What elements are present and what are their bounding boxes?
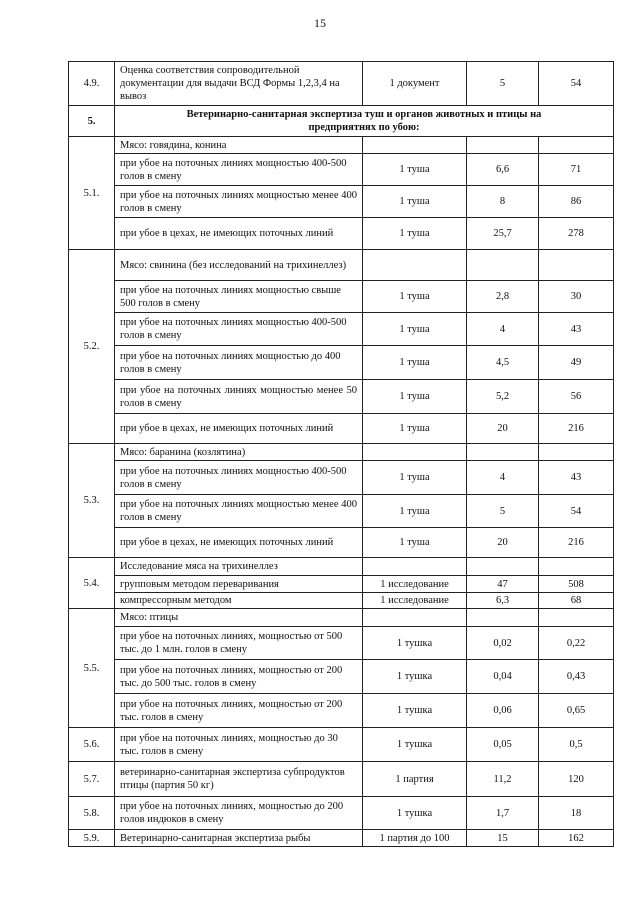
item-norm: 15 <box>467 830 539 847</box>
table-row <box>69 728 614 762</box>
item-price <box>539 250 614 281</box>
table-row <box>69 154 614 186</box>
item-price: 0,43 <box>539 660 614 694</box>
item-name: при убое на поточных линиях, мощностью до 30 тыс. голов в смену <box>115 728 363 762</box>
item-unit: 1 туша <box>363 528 467 558</box>
item-norm: 8 <box>467 186 539 218</box>
item-name: Мясо: свинина (без исследований на трихинеллез) <box>115 250 363 281</box>
group-code: 5.1. <box>69 137 115 250</box>
item-unit: 1 туша <box>363 414 467 444</box>
section-title: Ветеринарно-санитарная экспертиза туш и органов животных и птицы на предприятнях по убою: <box>115 106 614 137</box>
table-row <box>69 576 614 593</box>
table-row <box>69 218 614 250</box>
item-unit: 1 документ <box>363 62 467 106</box>
item-price: 68 <box>539 593 614 609</box>
item-name: при убое на поточных линиях, мощностью от 500 тыс. до 1 млн. голов в смену <box>115 627 363 660</box>
item-unit <box>363 137 467 154</box>
item-code: 5.8. <box>69 797 115 830</box>
item-norm: 47 <box>467 576 539 593</box>
item-unit: 1 туша <box>363 154 467 186</box>
item-norm: 0,05 <box>467 728 539 762</box>
item-price: 30 <box>539 281 614 313</box>
item-norm <box>467 137 539 154</box>
item-unit: 1 партия до 100 <box>363 830 467 847</box>
item-unit: 1 тушка <box>363 797 467 830</box>
item-unit <box>363 558 467 576</box>
table-row <box>69 250 614 281</box>
item-name: при убое на поточных линиях, мощностью от 200 тыс. до 500 тыс. голов в смену <box>115 660 363 694</box>
item-price: 18 <box>539 797 614 830</box>
page-number: 15 <box>314 16 326 30</box>
item-norm: 11,2 <box>467 762 539 797</box>
section-code: 5. <box>69 106 115 137</box>
item-name: при убое на поточных линиях мощностью 400-500 голов в смену <box>115 154 363 186</box>
item-name: Оценка соответствия сопроводительной документации для выдачи ВСД Формы 1,2,3,4 на вывоз <box>115 62 363 106</box>
item-norm: 4 <box>467 461 539 495</box>
item-price: 71 <box>539 154 614 186</box>
table-row <box>69 609 614 627</box>
item-price: 54 <box>539 62 614 106</box>
item-norm: 5 <box>467 62 539 106</box>
item-price: 0,22 <box>539 627 614 660</box>
table-row <box>69 593 614 609</box>
item-unit: 1 туша <box>363 495 467 528</box>
item-unit: 1 партия <box>363 762 467 797</box>
item-price: 162 <box>539 830 614 847</box>
item-unit: 1 туша <box>363 380 467 414</box>
item-name: компрессорным методом <box>115 593 363 609</box>
item-name: при убое на поточных линиях мощностью менее 50 голов в смену <box>115 380 363 414</box>
item-code: 5.7. <box>69 762 115 797</box>
group-code: 5.5. <box>69 609 115 728</box>
table-row <box>69 62 614 106</box>
item-unit: 1 тушка <box>363 627 467 660</box>
item-price: 0,65 <box>539 694 614 728</box>
item-name: Мясо: баранина (козлятина) <box>115 444 363 461</box>
table-row <box>69 694 614 728</box>
item-name: групповым методом переваривания <box>115 576 363 593</box>
item-name: Мясо: говядина, конина <box>115 137 363 154</box>
item-price: 216 <box>539 528 614 558</box>
item-unit <box>363 444 467 461</box>
item-price: 508 <box>539 576 614 593</box>
item-name: при убое на поточных линиях мощностью свыше 500 голов в смену <box>115 281 363 313</box>
table-row <box>69 137 614 154</box>
item-norm: 6,6 <box>467 154 539 186</box>
item-unit: 1 тушка <box>363 728 467 762</box>
item-norm: 5 <box>467 495 539 528</box>
item-price <box>539 558 614 576</box>
item-code: 5.9. <box>69 830 115 847</box>
item-price: 49 <box>539 346 614 380</box>
item-price: 120 <box>539 762 614 797</box>
item-unit: 1 туша <box>363 218 467 250</box>
item-name: при убое на поточных линиях мощностью менее 400 голов в смену <box>115 186 363 218</box>
item-norm: 1,7 <box>467 797 539 830</box>
table-row <box>69 444 614 461</box>
item-name: при убое на поточных линиях, мощностью от 200 тыс. голов в смену <box>115 694 363 728</box>
table-row <box>69 830 614 847</box>
item-unit: 1 исследование <box>363 593 467 609</box>
item-name: Мясо: птицы <box>115 609 363 627</box>
item-name: при убое на поточных линиях мощностью 400-500 голов в смену <box>115 313 363 346</box>
item-name: ветеринарно-санитарная экспертиза субпродуктов птицы (партия 50 кг) <box>115 762 363 797</box>
table-row <box>69 313 614 346</box>
price-table <box>68 61 614 847</box>
item-price: 56 <box>539 380 614 414</box>
group-code: 5.2. <box>69 250 115 444</box>
item-unit <box>363 250 467 281</box>
item-norm: 0,04 <box>467 660 539 694</box>
section-row <box>69 106 614 137</box>
item-price: 216 <box>539 414 614 444</box>
item-name: при убое в цехах, не имеющих поточных линий <box>115 218 363 250</box>
item-price <box>539 137 614 154</box>
item-unit: 1 туша <box>363 313 467 346</box>
item-norm <box>467 609 539 627</box>
item-price: 54 <box>539 495 614 528</box>
item-norm <box>467 558 539 576</box>
table-row <box>69 186 614 218</box>
item-norm: 2,8 <box>467 281 539 313</box>
item-unit: 1 туша <box>363 281 467 313</box>
table-row <box>69 660 614 694</box>
table-row <box>69 414 614 444</box>
item-name: при убое в цехах, не имеющих поточных линий <box>115 414 363 444</box>
table-row <box>69 797 614 830</box>
table-row <box>69 461 614 495</box>
group-code: 5.3. <box>69 444 115 558</box>
table-row <box>69 495 614 528</box>
item-unit: 1 туша <box>363 186 467 218</box>
item-name: Ветеринарно-санитарная экспертиза рыбы <box>115 830 363 847</box>
item-price: 43 <box>539 313 614 346</box>
item-price <box>539 609 614 627</box>
group-code: 5.4. <box>69 558 115 609</box>
item-price: 43 <box>539 461 614 495</box>
item-norm: 5,2 <box>467 380 539 414</box>
table-row <box>69 558 614 576</box>
item-norm: 20 <box>467 528 539 558</box>
table-row <box>69 346 614 380</box>
item-price: 0,5 <box>539 728 614 762</box>
item-unit: 1 исследование <box>363 576 467 593</box>
table-row <box>69 528 614 558</box>
item-name: при убое на поточных линиях мощностью менее 400 голов в смену <box>115 495 363 528</box>
table-row <box>69 380 614 414</box>
item-norm: 25,7 <box>467 218 539 250</box>
item-norm <box>467 444 539 461</box>
item-norm: 4,5 <box>467 346 539 380</box>
table-row <box>69 281 614 313</box>
item-unit: 1 тушка <box>363 660 467 694</box>
item-norm: 4 <box>467 313 539 346</box>
table-row <box>69 627 614 660</box>
item-norm: 0,06 <box>467 694 539 728</box>
item-price: 86 <box>539 186 614 218</box>
item-unit: 1 туша <box>363 346 467 380</box>
item-name: при убое на поточных линиях, мощностью до 200 голов индюков в смену <box>115 797 363 830</box>
item-name: при убое в цехах, не имеющих поточных линий <box>115 528 363 558</box>
item-norm: 0,02 <box>467 627 539 660</box>
item-unit: 1 туша <box>363 461 467 495</box>
item-name: при убое на поточных линиях мощностью 400-500 голов в смену <box>115 461 363 495</box>
item-norm: 6,3 <box>467 593 539 609</box>
item-unit: 1 тушка <box>363 694 467 728</box>
item-price: 278 <box>539 218 614 250</box>
item-code: 5.6. <box>69 728 115 762</box>
item-unit <box>363 609 467 627</box>
item-name: Исследование мяса на трихинеллез <box>115 558 363 576</box>
item-norm: 20 <box>467 414 539 444</box>
item-code: 4.9. <box>69 62 115 106</box>
table-row <box>69 762 614 797</box>
item-norm <box>467 250 539 281</box>
item-name: при убое на поточных линиях мощностью до 400 голов в смену <box>115 346 363 380</box>
item-price <box>539 444 614 461</box>
